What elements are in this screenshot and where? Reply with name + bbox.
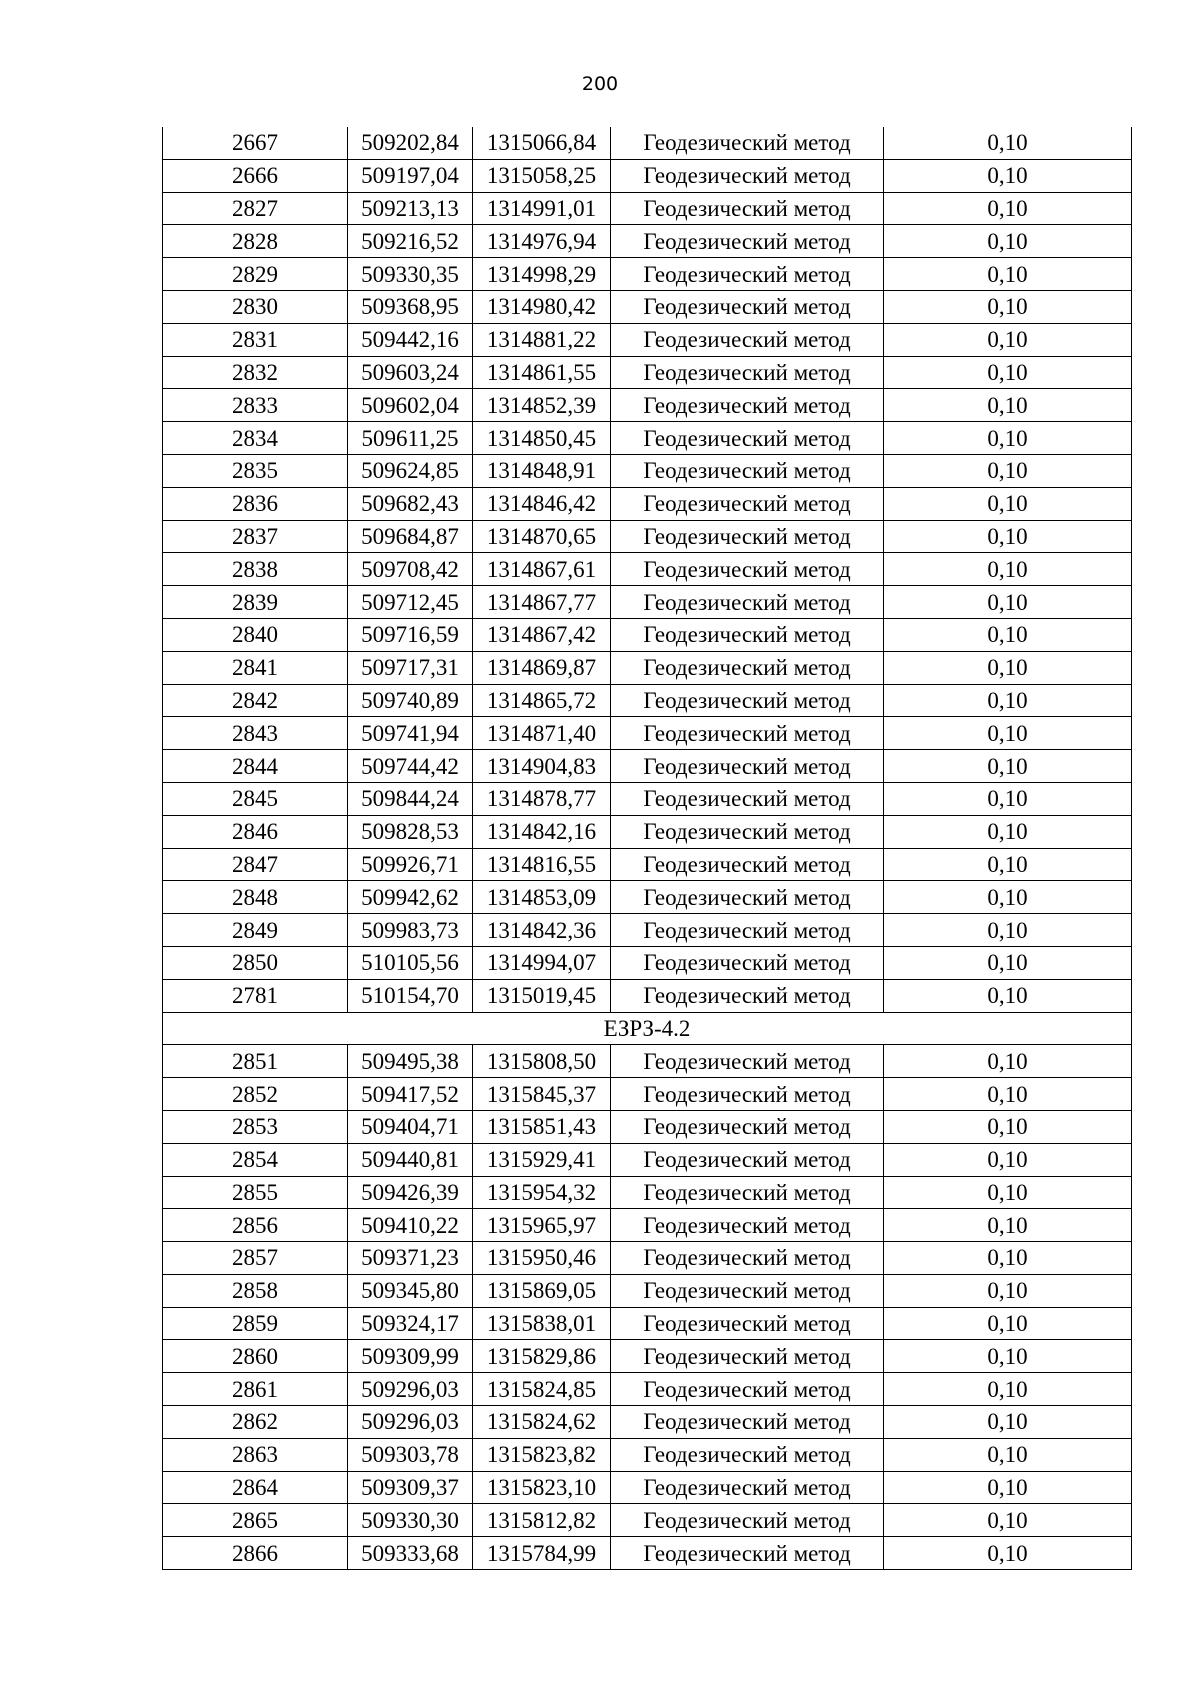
point-number-cell: 2666 bbox=[163, 159, 348, 192]
point-number-cell: 2866 bbox=[163, 1537, 348, 1570]
accuracy-cell: 0,10 bbox=[884, 1274, 1132, 1307]
x-coordinate-cell: 509330,30 bbox=[348, 1504, 473, 1537]
point-number-cell: 2850 bbox=[163, 946, 348, 979]
x-coordinate-cell: 509942,62 bbox=[348, 881, 473, 914]
accuracy-cell: 0,10 bbox=[884, 1340, 1132, 1373]
table-row bbox=[163, 1110, 1132, 1143]
point-number-cell: 2836 bbox=[163, 487, 348, 520]
y-coordinate-cell: 1314867,61 bbox=[473, 553, 611, 586]
accuracy-cell: 0,10 bbox=[884, 127, 1132, 159]
y-coordinate-cell: 1314852,39 bbox=[473, 389, 611, 422]
x-coordinate-cell: 509303,78 bbox=[348, 1438, 473, 1471]
x-coordinate-cell: 509345,80 bbox=[348, 1274, 473, 1307]
point-number-cell: 2839 bbox=[163, 586, 348, 619]
section-title: ЕЗРЗ-4.2 bbox=[163, 1012, 1132, 1045]
method-cell: Геодезический метод bbox=[611, 1274, 884, 1307]
accuracy-cell: 0,10 bbox=[884, 618, 1132, 651]
point-number-cell: 2834 bbox=[163, 422, 348, 455]
method-cell: Геодезический метод bbox=[611, 651, 884, 684]
table-row bbox=[163, 1307, 1132, 1340]
accuracy-cell: 0,10 bbox=[884, 1504, 1132, 1537]
point-number-cell: 2842 bbox=[163, 684, 348, 717]
method-cell: Геодезический метод bbox=[611, 1406, 884, 1439]
point-number-cell: 2858 bbox=[163, 1274, 348, 1307]
x-coordinate-cell: 509624,85 bbox=[348, 454, 473, 487]
method-cell: Геодезический метод bbox=[611, 389, 884, 422]
method-cell: Геодезический метод bbox=[611, 1373, 884, 1406]
accuracy-cell: 0,10 bbox=[884, 1471, 1132, 1504]
accuracy-cell: 0,10 bbox=[884, 1373, 1132, 1406]
table-row bbox=[163, 1242, 1132, 1275]
y-coordinate-cell: 1315019,45 bbox=[473, 979, 611, 1012]
x-coordinate-cell: 509844,24 bbox=[348, 782, 473, 815]
point-number-cell: 2851 bbox=[163, 1045, 348, 1078]
x-coordinate-cell: 509717,31 bbox=[348, 651, 473, 684]
accuracy-cell: 0,10 bbox=[884, 684, 1132, 717]
method-cell: Геодезический метод bbox=[611, 586, 884, 619]
table-section-header bbox=[163, 1012, 1132, 1045]
y-coordinate-cell: 1315950,46 bbox=[473, 1242, 611, 1275]
y-coordinate-cell: 1314976,94 bbox=[473, 225, 611, 258]
x-coordinate-cell: 509333,68 bbox=[348, 1537, 473, 1570]
method-cell: Геодезический метод bbox=[611, 1078, 884, 1111]
y-coordinate-cell: 1315066,84 bbox=[473, 127, 611, 159]
point-number-cell: 2841 bbox=[163, 651, 348, 684]
y-coordinate-cell: 1315823,82 bbox=[473, 1438, 611, 1471]
method-cell: Геодезический метод bbox=[611, 750, 884, 783]
method-cell: Геодезический метод bbox=[611, 618, 884, 651]
accuracy-cell: 0,10 bbox=[884, 422, 1132, 455]
accuracy-cell: 0,10 bbox=[884, 290, 1132, 323]
y-coordinate-cell: 1315851,43 bbox=[473, 1110, 611, 1143]
table-row bbox=[163, 1045, 1132, 1078]
point-number-cell: 2833 bbox=[163, 389, 348, 422]
y-coordinate-cell: 1315954,32 bbox=[473, 1176, 611, 1209]
y-coordinate-cell: 1314842,36 bbox=[473, 914, 611, 947]
y-coordinate-cell: 1314870,65 bbox=[473, 520, 611, 553]
table-row bbox=[163, 1078, 1132, 1111]
y-coordinate-cell: 1315965,97 bbox=[473, 1209, 611, 1242]
accuracy-cell: 0,10 bbox=[884, 1537, 1132, 1570]
x-coordinate-cell: 509202,84 bbox=[348, 127, 473, 159]
table-row bbox=[163, 946, 1132, 979]
page-number: 200 bbox=[581, 73, 619, 95]
table-row bbox=[163, 651, 1132, 684]
x-coordinate-cell: 509410,22 bbox=[348, 1209, 473, 1242]
y-coordinate-cell: 1315929,41 bbox=[473, 1143, 611, 1176]
method-cell: Геодезический метод bbox=[611, 1504, 884, 1537]
table-row bbox=[163, 323, 1132, 356]
table-row bbox=[163, 586, 1132, 619]
method-cell: Геодезический метод bbox=[611, 1307, 884, 1340]
x-coordinate-cell: 509296,03 bbox=[348, 1406, 473, 1439]
table-row bbox=[163, 454, 1132, 487]
method-cell: Геодезический метод bbox=[611, 487, 884, 520]
accuracy-cell: 0,10 bbox=[884, 454, 1132, 487]
method-cell: Геодезический метод bbox=[611, 290, 884, 323]
method-cell: Геодезический метод bbox=[611, 1176, 884, 1209]
table-row bbox=[163, 914, 1132, 947]
x-coordinate-cell: 509744,42 bbox=[348, 750, 473, 783]
y-coordinate-cell: 1314878,77 bbox=[473, 782, 611, 815]
table-row bbox=[163, 815, 1132, 848]
table-row bbox=[163, 1143, 1132, 1176]
method-cell: Геодезический метод bbox=[611, 1242, 884, 1275]
x-coordinate-cell: 509983,73 bbox=[348, 914, 473, 947]
x-coordinate-cell: 509330,35 bbox=[348, 258, 473, 291]
method-cell: Геодезический метод bbox=[611, 1110, 884, 1143]
y-coordinate-cell: 1314991,01 bbox=[473, 192, 611, 225]
table-row bbox=[163, 1274, 1132, 1307]
table-row bbox=[163, 1209, 1132, 1242]
y-coordinate-cell: 1314846,42 bbox=[473, 487, 611, 520]
accuracy-cell: 0,10 bbox=[884, 389, 1132, 422]
y-coordinate-cell: 1315784,99 bbox=[473, 1537, 611, 1570]
method-cell: Геодезический метод bbox=[611, 454, 884, 487]
table-row bbox=[163, 290, 1132, 323]
y-coordinate-cell: 1314865,72 bbox=[473, 684, 611, 717]
point-number-cell: 2835 bbox=[163, 454, 348, 487]
y-coordinate-cell: 1315824,62 bbox=[473, 1406, 611, 1439]
x-coordinate-cell: 509611,25 bbox=[348, 422, 473, 455]
section-header-row bbox=[163, 1012, 1132, 1045]
accuracy-cell: 0,10 bbox=[884, 1143, 1132, 1176]
accuracy-cell: 0,10 bbox=[884, 487, 1132, 520]
accuracy-cell: 0,10 bbox=[884, 651, 1132, 684]
method-cell: Геодезический метод bbox=[611, 356, 884, 389]
method-cell: Геодезический метод bbox=[611, 1537, 884, 1570]
table-row bbox=[163, 225, 1132, 258]
x-coordinate-cell: 509309,99 bbox=[348, 1340, 473, 1373]
table-row bbox=[163, 1471, 1132, 1504]
x-coordinate-cell: 510154,70 bbox=[348, 979, 473, 1012]
y-coordinate-cell: 1315845,37 bbox=[473, 1078, 611, 1111]
y-coordinate-cell: 1314998,29 bbox=[473, 258, 611, 291]
method-cell: Геодезический метод bbox=[611, 1045, 884, 1078]
x-coordinate-cell: 509426,39 bbox=[348, 1176, 473, 1209]
point-number-cell: 2846 bbox=[163, 815, 348, 848]
table-row bbox=[163, 127, 1132, 159]
method-cell: Геодезический метод bbox=[611, 192, 884, 225]
accuracy-cell: 0,10 bbox=[884, 1406, 1132, 1439]
y-coordinate-cell: 1314867,42 bbox=[473, 618, 611, 651]
point-number-cell: 2847 bbox=[163, 848, 348, 881]
table-row bbox=[163, 356, 1132, 389]
x-coordinate-cell: 509324,17 bbox=[348, 1307, 473, 1340]
x-coordinate-cell: 509741,94 bbox=[348, 717, 473, 750]
method-cell: Геодезический метод bbox=[611, 1438, 884, 1471]
accuracy-cell: 0,10 bbox=[884, 979, 1132, 1012]
table-row bbox=[163, 1340, 1132, 1373]
table-row bbox=[163, 750, 1132, 783]
point-number-cell: 2849 bbox=[163, 914, 348, 947]
x-coordinate-cell: 509684,87 bbox=[348, 520, 473, 553]
coordinates-table bbox=[162, 127, 1132, 1570]
y-coordinate-cell: 1314881,22 bbox=[473, 323, 611, 356]
accuracy-cell: 0,10 bbox=[884, 1045, 1132, 1078]
point-number-cell: 2667 bbox=[163, 127, 348, 159]
method-cell: Геодезический метод bbox=[611, 553, 884, 586]
point-number-cell: 2832 bbox=[163, 356, 348, 389]
accuracy-cell: 0,10 bbox=[884, 782, 1132, 815]
point-number-cell: 2857 bbox=[163, 1242, 348, 1275]
point-number-cell: 2859 bbox=[163, 1307, 348, 1340]
x-coordinate-cell: 509213,13 bbox=[348, 192, 473, 225]
point-number-cell: 2843 bbox=[163, 717, 348, 750]
table-row bbox=[163, 717, 1132, 750]
y-coordinate-cell: 1315829,86 bbox=[473, 1340, 611, 1373]
table-row bbox=[163, 1537, 1132, 1570]
y-coordinate-cell: 1315058,25 bbox=[473, 159, 611, 192]
method-cell: Геодезический метод bbox=[611, 782, 884, 815]
table-row bbox=[163, 782, 1132, 815]
accuracy-cell: 0,10 bbox=[884, 1307, 1132, 1340]
y-coordinate-cell: 1315824,85 bbox=[473, 1373, 611, 1406]
method-cell: Геодезический метод bbox=[611, 225, 884, 258]
y-coordinate-cell: 1314816,55 bbox=[473, 848, 611, 881]
point-number-cell: 2854 bbox=[163, 1143, 348, 1176]
accuracy-cell: 0,10 bbox=[884, 914, 1132, 947]
method-cell: Геодезический метод bbox=[611, 258, 884, 291]
x-coordinate-cell: 509442,16 bbox=[348, 323, 473, 356]
x-coordinate-cell: 509371,23 bbox=[348, 1242, 473, 1275]
table-row bbox=[163, 487, 1132, 520]
accuracy-cell: 0,10 bbox=[884, 1242, 1132, 1275]
accuracy-cell: 0,10 bbox=[884, 356, 1132, 389]
table-row bbox=[163, 1504, 1132, 1537]
accuracy-cell: 0,10 bbox=[884, 258, 1132, 291]
point-number-cell: 2863 bbox=[163, 1438, 348, 1471]
accuracy-cell: 0,10 bbox=[884, 717, 1132, 750]
x-coordinate-cell: 509417,52 bbox=[348, 1078, 473, 1111]
y-coordinate-cell: 1314904,83 bbox=[473, 750, 611, 783]
y-coordinate-cell: 1314861,55 bbox=[473, 356, 611, 389]
y-coordinate-cell: 1315812,82 bbox=[473, 1504, 611, 1537]
table-row bbox=[163, 422, 1132, 455]
method-cell: Геодезический метод bbox=[611, 520, 884, 553]
x-coordinate-cell: 509197,04 bbox=[348, 159, 473, 192]
x-coordinate-cell: 509926,71 bbox=[348, 848, 473, 881]
x-coordinate-cell: 509368,95 bbox=[348, 290, 473, 323]
y-coordinate-cell: 1314980,42 bbox=[473, 290, 611, 323]
y-coordinate-cell: 1314869,87 bbox=[473, 651, 611, 684]
x-coordinate-cell: 509828,53 bbox=[348, 815, 473, 848]
y-coordinate-cell: 1314867,77 bbox=[473, 586, 611, 619]
y-coordinate-cell: 1314994,07 bbox=[473, 946, 611, 979]
point-number-cell: 2840 bbox=[163, 618, 348, 651]
x-coordinate-cell: 509495,38 bbox=[348, 1045, 473, 1078]
x-coordinate-cell: 509716,59 bbox=[348, 618, 473, 651]
x-coordinate-cell: 510105,56 bbox=[348, 946, 473, 979]
point-number-cell: 2848 bbox=[163, 881, 348, 914]
point-number-cell: 2861 bbox=[163, 1373, 348, 1406]
method-cell: Геодезический метод bbox=[611, 946, 884, 979]
table-section-b bbox=[163, 1045, 1132, 1570]
x-coordinate-cell: 509682,43 bbox=[348, 487, 473, 520]
method-cell: Геодезический метод bbox=[611, 914, 884, 947]
table-row bbox=[163, 1373, 1132, 1406]
table-row bbox=[163, 684, 1132, 717]
accuracy-cell: 0,10 bbox=[884, 1209, 1132, 1242]
y-coordinate-cell: 1314842,16 bbox=[473, 815, 611, 848]
x-coordinate-cell: 509309,37 bbox=[348, 1471, 473, 1504]
accuracy-cell: 0,10 bbox=[884, 946, 1132, 979]
method-cell: Геодезический метод bbox=[611, 1143, 884, 1176]
y-coordinate-cell: 1314853,09 bbox=[473, 881, 611, 914]
point-number-cell: 2852 bbox=[163, 1078, 348, 1111]
y-coordinate-cell: 1314850,45 bbox=[473, 422, 611, 455]
method-cell: Геодезический метод bbox=[611, 127, 884, 159]
point-number-cell: 2828 bbox=[163, 225, 348, 258]
point-number-cell: 2864 bbox=[163, 1471, 348, 1504]
method-cell: Геодезический метод bbox=[611, 684, 884, 717]
table-row bbox=[163, 159, 1132, 192]
table-row bbox=[163, 1176, 1132, 1209]
accuracy-cell: 0,10 bbox=[884, 520, 1132, 553]
accuracy-cell: 0,10 bbox=[884, 323, 1132, 356]
accuracy-cell: 0,10 bbox=[884, 881, 1132, 914]
point-number-cell: 2829 bbox=[163, 258, 348, 291]
x-coordinate-cell: 509603,24 bbox=[348, 356, 473, 389]
table-row bbox=[163, 192, 1132, 225]
point-number-cell: 2865 bbox=[163, 1504, 348, 1537]
method-cell: Геодезический метод bbox=[611, 815, 884, 848]
method-cell: Геодезический метод bbox=[611, 1209, 884, 1242]
method-cell: Геодезический метод bbox=[611, 881, 884, 914]
method-cell: Геодезический метод bbox=[611, 848, 884, 881]
x-coordinate-cell: 509216,52 bbox=[348, 225, 473, 258]
accuracy-cell: 0,10 bbox=[884, 815, 1132, 848]
point-number-cell: 2781 bbox=[163, 979, 348, 1012]
point-number-cell: 2853 bbox=[163, 1110, 348, 1143]
x-coordinate-cell: 509740,89 bbox=[348, 684, 473, 717]
x-coordinate-cell: 509602,04 bbox=[348, 389, 473, 422]
point-number-cell: 2855 bbox=[163, 1176, 348, 1209]
point-number-cell: 2830 bbox=[163, 290, 348, 323]
x-coordinate-cell: 509440,81 bbox=[348, 1143, 473, 1176]
method-cell: Геодезический метод bbox=[611, 1471, 884, 1504]
method-cell: Геодезический метод bbox=[611, 717, 884, 750]
y-coordinate-cell: 1315823,10 bbox=[473, 1471, 611, 1504]
table-row bbox=[163, 1406, 1132, 1439]
table-row bbox=[163, 520, 1132, 553]
accuracy-cell: 0,10 bbox=[884, 586, 1132, 619]
x-coordinate-cell: 509404,71 bbox=[348, 1110, 473, 1143]
table-row bbox=[163, 881, 1132, 914]
table-row bbox=[163, 979, 1132, 1012]
point-number-cell: 2827 bbox=[163, 192, 348, 225]
accuracy-cell: 0,10 bbox=[884, 848, 1132, 881]
accuracy-cell: 0,10 bbox=[884, 192, 1132, 225]
y-coordinate-cell: 1315838,01 bbox=[473, 1307, 611, 1340]
table-row bbox=[163, 618, 1132, 651]
table-row bbox=[163, 553, 1132, 586]
y-coordinate-cell: 1314871,40 bbox=[473, 717, 611, 750]
accuracy-cell: 0,10 bbox=[884, 1110, 1132, 1143]
x-coordinate-cell: 509296,03 bbox=[348, 1373, 473, 1406]
accuracy-cell: 0,10 bbox=[884, 1438, 1132, 1471]
y-coordinate-cell: 1315808,50 bbox=[473, 1045, 611, 1078]
table-section-a bbox=[163, 127, 1132, 1012]
y-coordinate-cell: 1314848,91 bbox=[473, 454, 611, 487]
accuracy-cell: 0,10 bbox=[884, 553, 1132, 586]
method-cell: Геодезический метод bbox=[611, 323, 884, 356]
method-cell: Геодезический метод bbox=[611, 1340, 884, 1373]
point-number-cell: 2856 bbox=[163, 1209, 348, 1242]
point-number-cell: 2844 bbox=[163, 750, 348, 783]
method-cell: Геодезический метод bbox=[611, 159, 884, 192]
x-coordinate-cell: 509708,42 bbox=[348, 553, 473, 586]
point-number-cell: 2831 bbox=[163, 323, 348, 356]
point-number-cell: 2838 bbox=[163, 553, 348, 586]
x-coordinate-cell: 509712,45 bbox=[348, 586, 473, 619]
point-number-cell: 2837 bbox=[163, 520, 348, 553]
point-number-cell: 2862 bbox=[163, 1406, 348, 1439]
table-row bbox=[163, 1438, 1132, 1471]
y-coordinate-cell: 1315869,05 bbox=[473, 1274, 611, 1307]
table-row bbox=[163, 389, 1132, 422]
table-row bbox=[163, 848, 1132, 881]
accuracy-cell: 0,10 bbox=[884, 1078, 1132, 1111]
accuracy-cell: 0,10 bbox=[884, 1176, 1132, 1209]
point-number-cell: 2860 bbox=[163, 1340, 348, 1373]
accuracy-cell: 0,10 bbox=[884, 750, 1132, 783]
point-number-cell: 2845 bbox=[163, 782, 348, 815]
table-row bbox=[163, 258, 1132, 291]
method-cell: Геодезический метод bbox=[611, 422, 884, 455]
accuracy-cell: 0,10 bbox=[884, 159, 1132, 192]
method-cell: Геодезический метод bbox=[611, 979, 884, 1012]
accuracy-cell: 0,10 bbox=[884, 225, 1132, 258]
